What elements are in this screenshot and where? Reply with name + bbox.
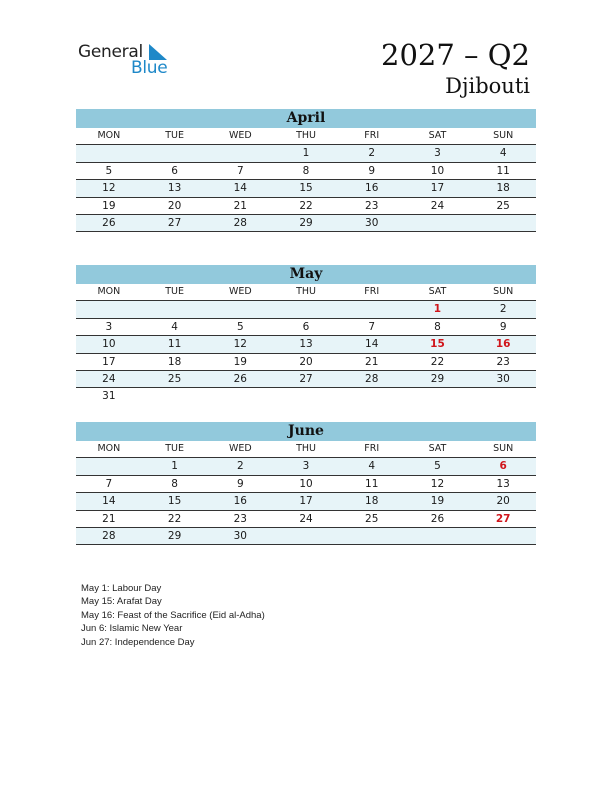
week-row bbox=[76, 180, 536, 197]
date-cell: 31 bbox=[102, 390, 116, 403]
date-cell: 20 bbox=[496, 495, 510, 508]
date-cell: 18 bbox=[496, 182, 510, 195]
date-cell: 25 bbox=[365, 512, 379, 525]
holiday-date-cell: 15 bbox=[430, 338, 445, 351]
date-cell: 18 bbox=[365, 495, 379, 508]
date-cell: 14 bbox=[365, 338, 379, 351]
weekday-header-row bbox=[76, 284, 536, 301]
weekday-label: TUE bbox=[165, 443, 184, 454]
date-cell: 28 bbox=[102, 529, 116, 542]
date-cell: 16 bbox=[233, 495, 247, 508]
week-row bbox=[76, 145, 536, 162]
date-cell: 21 bbox=[365, 355, 379, 368]
week-row bbox=[76, 388, 536, 405]
date-cell: 22 bbox=[167, 512, 182, 525]
empty-date-cell bbox=[273, 388, 339, 405]
date-cell: 24 bbox=[430, 199, 445, 212]
weekday-label: WED bbox=[228, 130, 252, 141]
month-may bbox=[76, 265, 536, 406]
weekday-header-row bbox=[76, 128, 536, 145]
date-cell: 12 bbox=[430, 477, 445, 490]
date-cell: 19 bbox=[430, 495, 445, 508]
date-cell: 5 bbox=[236, 320, 244, 333]
date-cell: 10 bbox=[430, 164, 445, 177]
date-cell: 6 bbox=[302, 320, 310, 333]
date-cell: 14 bbox=[233, 182, 247, 195]
date-cell: 15 bbox=[299, 182, 313, 195]
month-title: June bbox=[76, 422, 536, 441]
date-cell: 17 bbox=[430, 182, 445, 195]
holiday-date-cell: 27 bbox=[495, 512, 511, 525]
weekday-label: MON bbox=[97, 443, 121, 454]
generalblue-logo bbox=[78, 42, 178, 80]
month-june bbox=[76, 422, 536, 545]
date-cell: 24 bbox=[299, 512, 313, 525]
date-cell: 25 bbox=[496, 199, 510, 212]
date-cell: 8 bbox=[302, 164, 310, 177]
date-cell: 9 bbox=[368, 164, 376, 177]
week-row bbox=[76, 458, 536, 475]
empty-date-cell bbox=[339, 528, 405, 544]
date-cell: 8 bbox=[434, 320, 441, 333]
holiday-note: May 16: Feast of the Sacrifice (Eid al-Adha) bbox=[81, 609, 265, 621]
week-row bbox=[76, 301, 536, 318]
holiday-date-cell: 1 bbox=[433, 303, 442, 316]
date-cell: 18 bbox=[167, 355, 182, 368]
date-cell: 11 bbox=[167, 338, 182, 351]
date-cell: 2 bbox=[368, 147, 376, 160]
weekday-label: TUE bbox=[165, 286, 184, 297]
date-cell: 21 bbox=[102, 512, 116, 525]
weekday-label: WED bbox=[228, 286, 252, 297]
date-cell: 8 bbox=[171, 477, 178, 490]
week-row bbox=[76, 511, 536, 528]
date-cell: 25 bbox=[167, 372, 182, 385]
date-cell: 30 bbox=[496, 372, 510, 385]
date-cell: 1 bbox=[302, 147, 310, 160]
date-cell: 10 bbox=[102, 338, 116, 351]
empty-date-cell bbox=[470, 528, 536, 544]
date-cell: 29 bbox=[430, 372, 445, 385]
date-cell: 23 bbox=[496, 355, 510, 368]
weekday-label: FRI bbox=[364, 443, 380, 454]
page-title: 2027 – Q2 bbox=[381, 38, 530, 72]
date-cell: 28 bbox=[233, 216, 247, 229]
date-cell: 26 bbox=[233, 372, 247, 385]
date-cell: 28 bbox=[365, 372, 379, 385]
date-cell: 20 bbox=[299, 355, 313, 368]
week-row bbox=[76, 476, 536, 493]
week-row bbox=[76, 371, 536, 388]
week-row bbox=[76, 493, 536, 510]
date-cell: 4 bbox=[499, 147, 507, 160]
month-april bbox=[76, 109, 536, 232]
week-row bbox=[76, 354, 536, 371]
date-cell: 12 bbox=[233, 338, 247, 351]
country-name: Djibouti bbox=[445, 74, 530, 98]
holiday-date-cell: 6 bbox=[499, 460, 507, 473]
date-cell: 7 bbox=[236, 164, 244, 177]
date-cell: 6 bbox=[171, 164, 178, 177]
date-cell: 20 bbox=[167, 199, 182, 212]
date-cell: 3 bbox=[302, 460, 310, 473]
holiday-notes bbox=[81, 582, 265, 649]
date-cell: 24 bbox=[102, 372, 116, 385]
date-cell: 27 bbox=[299, 372, 313, 385]
weekday-label: FRI bbox=[364, 130, 380, 141]
date-cell: 17 bbox=[299, 495, 313, 508]
week-row bbox=[76, 528, 536, 545]
date-cell: 1 bbox=[171, 460, 178, 473]
date-cell: 3 bbox=[105, 320, 113, 333]
weekday-label: SUN bbox=[493, 130, 514, 141]
weekday-label: SAT bbox=[428, 443, 447, 454]
week-row bbox=[76, 319, 536, 336]
date-cell: 22 bbox=[430, 355, 445, 368]
date-cell: 11 bbox=[496, 164, 510, 177]
empty-date-cell bbox=[273, 301, 339, 317]
date-cell: 14 bbox=[102, 495, 116, 508]
date-cell: 5 bbox=[434, 460, 441, 473]
week-row bbox=[76, 215, 536, 232]
empty-date-cell bbox=[470, 215, 536, 231]
holiday-note: May 15: Arafat Day bbox=[81, 596, 162, 608]
empty-date-cell bbox=[207, 145, 273, 161]
date-cell: 23 bbox=[365, 199, 379, 212]
weekday-label: SAT bbox=[428, 286, 447, 297]
weekday-label: MON bbox=[97, 286, 121, 297]
empty-date-cell bbox=[76, 458, 142, 474]
date-cell: 23 bbox=[233, 512, 247, 525]
weekday-label: TUE bbox=[165, 130, 184, 141]
empty-date-cell bbox=[142, 145, 208, 161]
weekday-label: THU bbox=[296, 443, 316, 454]
empty-date-cell bbox=[405, 388, 471, 405]
month-title: May bbox=[76, 265, 536, 284]
weekday-label: THU bbox=[296, 130, 316, 141]
date-cell: 2 bbox=[499, 303, 507, 316]
date-cell: 7 bbox=[105, 477, 113, 490]
logo-word-blue: Blue bbox=[131, 58, 168, 78]
empty-date-cell bbox=[142, 301, 208, 317]
empty-date-cell bbox=[470, 388, 536, 405]
weekday-label: SUN bbox=[493, 286, 514, 297]
holiday-note: Jun 27: Independence Day bbox=[81, 636, 195, 648]
date-cell: 30 bbox=[365, 216, 379, 229]
holiday-note: Jun 6: Islamic New Year bbox=[81, 623, 183, 635]
weekday-label: SUN bbox=[493, 443, 514, 454]
empty-date-cell bbox=[142, 388, 208, 405]
holiday-note: May 1: Labour Day bbox=[81, 583, 162, 594]
empty-date-cell bbox=[207, 388, 273, 405]
weekday-label: THU bbox=[296, 286, 316, 297]
weekday-label: FRI bbox=[364, 286, 380, 297]
date-cell: 15 bbox=[167, 495, 182, 508]
date-cell: 2 bbox=[236, 460, 244, 473]
logo-word-general: General bbox=[78, 42, 143, 62]
date-cell: 12 bbox=[102, 182, 116, 195]
empty-date-cell bbox=[207, 301, 273, 317]
date-cell: 9 bbox=[236, 477, 244, 490]
empty-date-cell bbox=[76, 145, 142, 161]
date-cell: 4 bbox=[368, 460, 376, 473]
week-row bbox=[76, 163, 536, 180]
week-row bbox=[76, 336, 536, 353]
empty-date-cell bbox=[339, 388, 405, 405]
weekday-label: MON bbox=[97, 130, 121, 141]
date-cell: 10 bbox=[299, 477, 313, 490]
date-cell: 19 bbox=[102, 199, 116, 212]
date-cell: 22 bbox=[299, 199, 313, 212]
date-cell: 29 bbox=[167, 529, 182, 542]
weekday-label: SAT bbox=[428, 130, 447, 141]
date-cell: 13 bbox=[299, 338, 313, 351]
date-cell: 16 bbox=[365, 182, 379, 195]
date-cell: 19 bbox=[233, 355, 247, 368]
empty-date-cell bbox=[273, 528, 339, 544]
weekday-header-row bbox=[76, 441, 536, 458]
empty-date-cell bbox=[405, 528, 471, 544]
date-cell: 13 bbox=[167, 182, 182, 195]
date-cell: 29 bbox=[299, 216, 313, 229]
date-cell: 11 bbox=[365, 477, 379, 490]
date-cell: 9 bbox=[499, 320, 507, 333]
date-cell: 13 bbox=[496, 477, 510, 490]
empty-date-cell bbox=[405, 215, 471, 231]
date-cell: 3 bbox=[434, 147, 441, 160]
date-cell: 21 bbox=[233, 199, 247, 212]
date-cell: 7 bbox=[368, 320, 376, 333]
week-row bbox=[76, 198, 536, 215]
holiday-date-cell: 16 bbox=[495, 338, 511, 351]
empty-date-cell bbox=[76, 301, 142, 317]
month-title: April bbox=[76, 109, 536, 128]
weekday-label: WED bbox=[228, 443, 252, 454]
date-cell: 17 bbox=[102, 355, 116, 368]
date-cell: 4 bbox=[171, 320, 178, 333]
date-cell: 30 bbox=[233, 529, 247, 542]
date-cell: 27 bbox=[167, 216, 182, 229]
date-cell: 5 bbox=[105, 164, 113, 177]
date-cell: 26 bbox=[430, 512, 445, 525]
date-cell: 26 bbox=[102, 216, 116, 229]
empty-date-cell bbox=[339, 301, 405, 317]
